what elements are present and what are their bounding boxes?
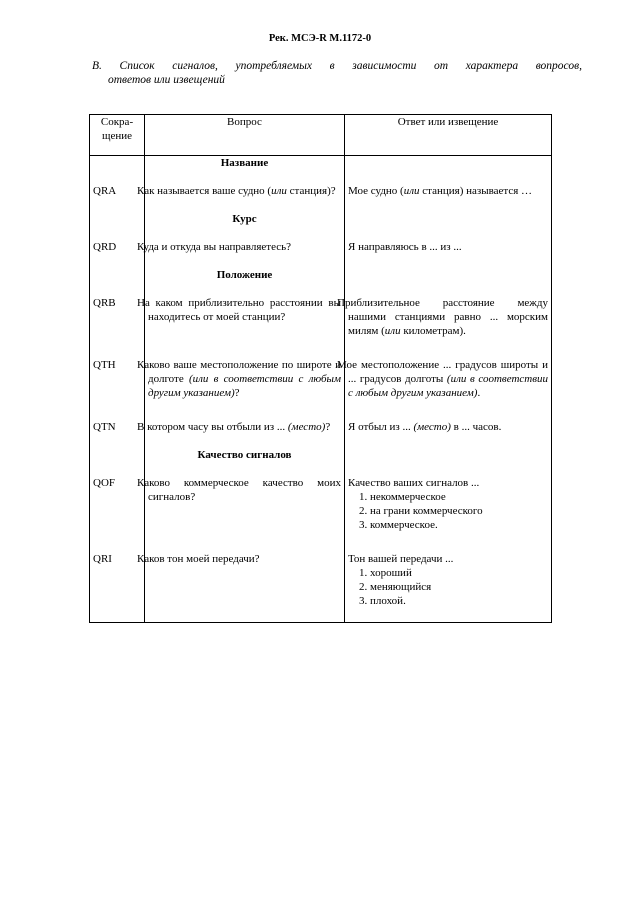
row-question: На каком приблизительно расстоянии вы находитесь от моей станции? (145, 290, 345, 352)
category-position: Положение (145, 268, 345, 290)
row-code: QTH (90, 352, 145, 414)
section-title-line-1: B. Список сигналов, употребляемых в зависимости от характера вопросов, (92, 60, 582, 72)
answer-option: 2. меняющийся (359, 581, 432, 593)
answer-option: 1. некоммерческое (359, 491, 446, 503)
row-question: Каков тон моей передачи? (145, 546, 345, 623)
answer-option: 3. коммерческое. (359, 519, 438, 531)
signals-table (89, 114, 552, 623)
row-code: QRI (90, 546, 145, 623)
category-row (90, 212, 552, 234)
row-code: QOF (90, 470, 145, 546)
category-course: Курс (145, 212, 345, 234)
row-code: QRB (90, 290, 145, 352)
table-row (90, 414, 552, 448)
row-question: Каково ваше местоположение по широте и долготе (или в соответствии с любым другим указанием)? (145, 352, 345, 414)
table-row (90, 234, 552, 268)
header-abbreviation: Сокра-щение (90, 115, 145, 156)
answer-option: 1. хороший (359, 567, 412, 579)
header-answer: Ответ или извещение (345, 115, 552, 156)
row-answer: Я направляюсь в ... из ... (345, 234, 552, 268)
category-quality: Качество сигналов (145, 448, 345, 470)
header-question: Вопрос (145, 115, 345, 156)
section-title (92, 59, 582, 87)
category-row (90, 156, 552, 179)
table-row (90, 470, 552, 546)
page-header: Рек. МСЭ-R M.1172-0 (268, 33, 372, 44)
row-question: Куда и откуда вы направляетесь? (145, 234, 345, 268)
answer-option: 3. плохой. (359, 595, 406, 607)
table-row (90, 546, 552, 623)
row-question: В котором часу вы отбыли из ... (место)? (145, 414, 345, 448)
row-code: QRD (90, 234, 145, 268)
section-title-line-2: ответов или извещений (108, 74, 225, 86)
row-answer: Качество ваших сигналов ... 1. некоммерческое 2. на грани коммерческого 3. коммерческое. (345, 470, 552, 546)
row-answer: Я отбыл из ... (место) в ... часов. (345, 414, 552, 448)
row-answer: Приблизительное расстояние между нашими станциями равно ... морским милям (или километрам). (345, 290, 552, 352)
row-question: Как называется ваше судно (или станция)? (145, 178, 345, 212)
table-row (90, 290, 552, 352)
row-code: QTN (90, 414, 145, 448)
row-question: Каково коммерческое качество моих сигналов? (145, 470, 345, 546)
answer-option: 2. на грани коммерческого (359, 505, 483, 517)
row-answer: Мое местоположение ... градусов широты и ... градусов долготы (или в соответствии с любым другим указанием). (345, 352, 552, 414)
row-code: QRA (90, 178, 145, 212)
row-answer: Тон вашей передачи ... 1. хороший 2. меняющийся 3. плохой. (345, 546, 552, 623)
category-name: Название (145, 156, 345, 179)
row-answer: Мое судно (или станция) называется … (345, 178, 552, 212)
category-row (90, 268, 552, 290)
table-row (90, 178, 552, 212)
table-header-row (90, 115, 552, 156)
table-row (90, 352, 552, 414)
category-row (90, 448, 552, 470)
